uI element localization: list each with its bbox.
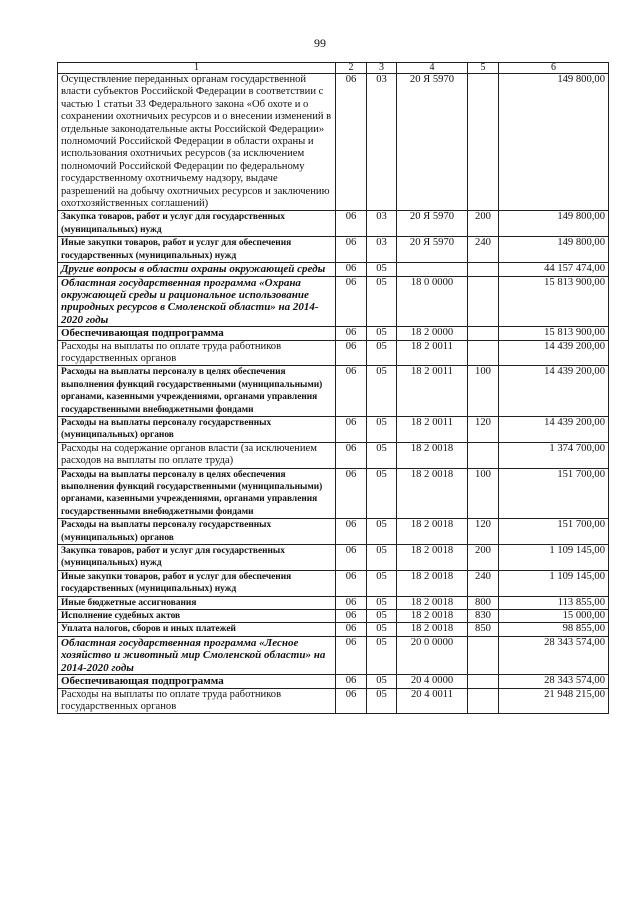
row-section-cell: 06 <box>336 596 367 609</box>
row-target-article-cell: 20 4 0000 <box>397 675 468 688</box>
table-row <box>58 468 609 519</box>
row-expense-type-cell: 120 <box>468 519 499 545</box>
row-amount-cell: 28 343 574,00 <box>499 636 609 674</box>
row-name-cell: Иные закупки товаров, работ и услуг для обеспечения государственных (муниципальных) нужд <box>58 570 336 596</box>
row-amount-cell: 15 813 900,00 <box>499 276 609 327</box>
table-row <box>58 340 609 366</box>
row-target-article-cell: 20 Я 5970 <box>397 211 468 237</box>
row-expense-type-cell: 200 <box>468 211 499 237</box>
row-target-article-cell: 18 2 0018 <box>397 468 468 519</box>
row-target-article-cell: 18 2 0000 <box>397 327 468 340</box>
row-target-article-cell: 20 Я 5970 <box>397 237 468 263</box>
row-section-cell: 06 <box>336 468 367 519</box>
table-row <box>58 211 609 237</box>
row-section-cell: 06 <box>336 263 367 276</box>
row-name-cell: Расходы на выплаты по оплате труда работников государственных органов <box>58 340 336 366</box>
row-name-cell: Расходы на выплаты по оплате труда работников государственных органов <box>58 688 336 714</box>
row-subsection-cell: 05 <box>367 276 397 327</box>
row-expense-type-cell <box>468 688 499 714</box>
column-header: 5 <box>468 63 499 74</box>
table-row <box>58 519 609 545</box>
row-name-cell: Закупка товаров, работ и услуг для государственных (муниципальных) нужд <box>58 211 336 237</box>
row-amount-cell: 14 439 200,00 <box>499 340 609 366</box>
row-subsection-cell: 05 <box>367 636 397 674</box>
column-header: 3 <box>367 63 397 74</box>
row-expense-type-cell <box>468 442 499 468</box>
table-row <box>58 545 609 571</box>
row-amount-cell: 44 157 474,00 <box>499 263 609 276</box>
row-target-article-cell: 20 0 0000 <box>397 636 468 674</box>
row-target-article-cell: 18 2 0011 <box>397 416 468 442</box>
table-row <box>58 596 609 609</box>
row-name-cell: Расходы на выплаты персоналу государственных (муниципальных) органов <box>58 519 336 545</box>
row-expense-type-cell <box>468 276 499 327</box>
row-section-cell: 06 <box>336 74 367 211</box>
row-target-article-cell: 18 2 0018 <box>397 442 468 468</box>
row-name-cell: Расходы на содержание органов власти (за исключением расходов на выплаты по оплате труда) <box>58 442 336 468</box>
row-name-cell: Исполнение судебных актов <box>58 610 336 623</box>
table-row <box>58 675 609 688</box>
row-subsection-cell: 05 <box>367 623 397 636</box>
row-subsection-cell: 05 <box>367 442 397 468</box>
row-subsection-cell: 03 <box>367 74 397 211</box>
row-target-article-cell: 18 2 0011 <box>397 366 468 417</box>
row-subsection-cell: 05 <box>367 610 397 623</box>
row-section-cell: 06 <box>336 366 367 417</box>
row-subsection-cell: 05 <box>367 327 397 340</box>
row-section-cell: 06 <box>336 570 367 596</box>
row-amount-cell: 1 109 145,00 <box>499 570 609 596</box>
row-amount-cell: 14 439 200,00 <box>499 416 609 442</box>
table-row <box>58 74 609 211</box>
row-name-cell: Осуществление переданных органам государственной власти субъектов Российской Федерации в соответствии с частью 1 статьи 33 Федерального закона «Об охоте и о сохранении охотничьих ресурсов и о внесении изменений в отдельные законодательные акты Российской Федерации» полномочий Российской Федерации в области охраны и использования охотничьих ресурсов (за исключением полномочий Российской Федерации по федеральному государственному охотничьему надзору, выдаче разрешений на добычу охотничьих ресурсов и заключению охотхозяйственных соглашений) <box>58 74 336 211</box>
row-target-article-cell: 18 0 0000 <box>397 276 468 327</box>
row-subsection-cell: 05 <box>367 596 397 609</box>
row-expense-type-cell: 800 <box>468 596 499 609</box>
row-section-cell: 06 <box>336 610 367 623</box>
row-name-cell: Областная государственная программа «Охрана окружающей среды и рациональное использование природных ресурсов в Смоленской области» на 2014-2020 годы <box>58 276 336 327</box>
row-section-cell: 06 <box>336 636 367 674</box>
row-subsection-cell: 03 <box>367 211 397 237</box>
row-section-cell: 06 <box>336 237 367 263</box>
table-row <box>58 623 609 636</box>
row-section-cell: 06 <box>336 416 367 442</box>
row-amount-cell: 149 800,00 <box>499 237 609 263</box>
table-row <box>58 636 609 674</box>
table-row <box>58 366 609 417</box>
row-target-article-cell: 18 2 0018 <box>397 519 468 545</box>
row-subsection-cell: 03 <box>367 237 397 263</box>
row-section-cell: 06 <box>336 519 367 545</box>
row-section-cell: 06 <box>336 688 367 714</box>
row-name-cell: Обеспечивающая подпрограмма <box>58 675 336 688</box>
row-amount-cell: 14 439 200,00 <box>499 366 609 417</box>
row-expense-type-cell: 100 <box>468 366 499 417</box>
table-row <box>58 416 609 442</box>
table-row <box>58 276 609 327</box>
row-target-article-cell: 18 2 0018 <box>397 610 468 623</box>
row-subsection-cell: 05 <box>367 519 397 545</box>
row-expense-type-cell: 200 <box>468 545 499 571</box>
row-amount-cell: 1 109 145,00 <box>499 545 609 571</box>
table-row <box>58 442 609 468</box>
row-subsection-cell: 05 <box>367 416 397 442</box>
row-amount-cell: 149 800,00 <box>499 211 609 237</box>
row-amount-cell: 1 374 700,00 <box>499 442 609 468</box>
row-subsection-cell: 05 <box>367 570 397 596</box>
row-name-cell: Расходы на выплаты персоналу в целях обеспечения выполнения функций государственными (муниципальными) органами, казенными учреждениями, органами управления государственными внебюджетными фондами <box>58 366 336 417</box>
row-target-article-cell: 18 2 0018 <box>397 596 468 609</box>
table-row <box>58 263 609 276</box>
table-row <box>58 688 609 714</box>
row-expense-type-cell <box>468 636 499 674</box>
row-amount-cell: 113 855,00 <box>499 596 609 609</box>
table-header-row <box>58 63 609 74</box>
row-amount-cell: 21 948 215,00 <box>499 688 609 714</box>
table-row <box>58 327 609 340</box>
row-name-cell: Уплата налогов, сборов и иных платежей <box>58 623 336 636</box>
column-header: 1 <box>58 63 336 74</box>
budget-table <box>57 62 609 714</box>
row-name-cell: Областная государственная программа «Лесное хозяйство и животный мир Смоленской области» на 2014-2020 годы <box>58 636 336 674</box>
row-expense-type-cell <box>468 74 499 211</box>
row-amount-cell: 149 800,00 <box>499 74 609 211</box>
row-target-article-cell: 18 2 0018 <box>397 570 468 596</box>
row-name-cell: Другие вопросы в области охраны окружающей среды <box>58 263 336 276</box>
row-section-cell: 06 <box>336 623 367 636</box>
row-section-cell: 06 <box>336 276 367 327</box>
row-target-article-cell: 18 2 0018 <box>397 623 468 636</box>
row-name-cell: Обеспечивающая подпрограмма <box>58 327 336 340</box>
row-expense-type-cell <box>468 263 499 276</box>
row-subsection-cell: 05 <box>367 263 397 276</box>
row-amount-cell: 151 700,00 <box>499 519 609 545</box>
table-row <box>58 237 609 263</box>
row-section-cell: 06 <box>336 327 367 340</box>
table-row <box>58 570 609 596</box>
row-subsection-cell: 05 <box>367 675 397 688</box>
row-section-cell: 06 <box>336 442 367 468</box>
row-name-cell: Иные закупки товаров, работ и услуг для обеспечения государственных (муниципальных) нужд <box>58 237 336 263</box>
column-header: 2 <box>336 63 367 74</box>
row-expense-type-cell <box>468 327 499 340</box>
row-expense-type-cell <box>468 675 499 688</box>
row-target-article-cell: 18 2 0018 <box>397 545 468 571</box>
row-target-article-cell: 18 2 0011 <box>397 340 468 366</box>
row-section-cell: 06 <box>336 675 367 688</box>
row-amount-cell: 98 855,00 <box>499 623 609 636</box>
row-expense-type-cell: 240 <box>468 570 499 596</box>
row-expense-type-cell: 240 <box>468 237 499 263</box>
row-expense-type-cell: 100 <box>468 468 499 519</box>
row-amount-cell: 28 343 574,00 <box>499 675 609 688</box>
row-expense-type-cell: 830 <box>468 610 499 623</box>
row-subsection-cell: 05 <box>367 545 397 571</box>
row-expense-type-cell: 120 <box>468 416 499 442</box>
row-target-article-cell <box>397 263 468 276</box>
row-expense-type-cell: 850 <box>468 623 499 636</box>
row-name-cell: Закупка товаров, работ и услуг для государственных (муниципальных) нужд <box>58 545 336 571</box>
row-expense-type-cell <box>468 340 499 366</box>
row-amount-cell: 151 700,00 <box>499 468 609 519</box>
row-section-cell: 06 <box>336 340 367 366</box>
column-header: 6 <box>499 63 609 74</box>
row-name-cell: Иные бюджетные ассигнования <box>58 596 336 609</box>
row-amount-cell: 15 813 900,00 <box>499 327 609 340</box>
row-target-article-cell: 20 4 0011 <box>397 688 468 714</box>
row-subsection-cell: 05 <box>367 366 397 417</box>
column-header: 4 <box>397 63 468 74</box>
row-name-cell: Расходы на выплаты персоналу в целях обеспечения выполнения функций государственными (муниципальными) органами, казенными учреждениями, органами управления государственными внебюджетными фондами <box>58 468 336 519</box>
row-name-cell: Расходы на выплаты персоналу государственных (муниципальных) органов <box>58 416 336 442</box>
row-section-cell: 06 <box>336 545 367 571</box>
row-subsection-cell: 05 <box>367 340 397 366</box>
row-section-cell: 06 <box>336 211 367 237</box>
row-target-article-cell: 20 Я 5970 <box>397 74 468 211</box>
page-number: 99 <box>314 36 326 50</box>
row-amount-cell: 15 000,00 <box>499 610 609 623</box>
row-subsection-cell: 05 <box>367 688 397 714</box>
row-subsection-cell: 05 <box>367 468 397 519</box>
table-row <box>58 610 609 623</box>
